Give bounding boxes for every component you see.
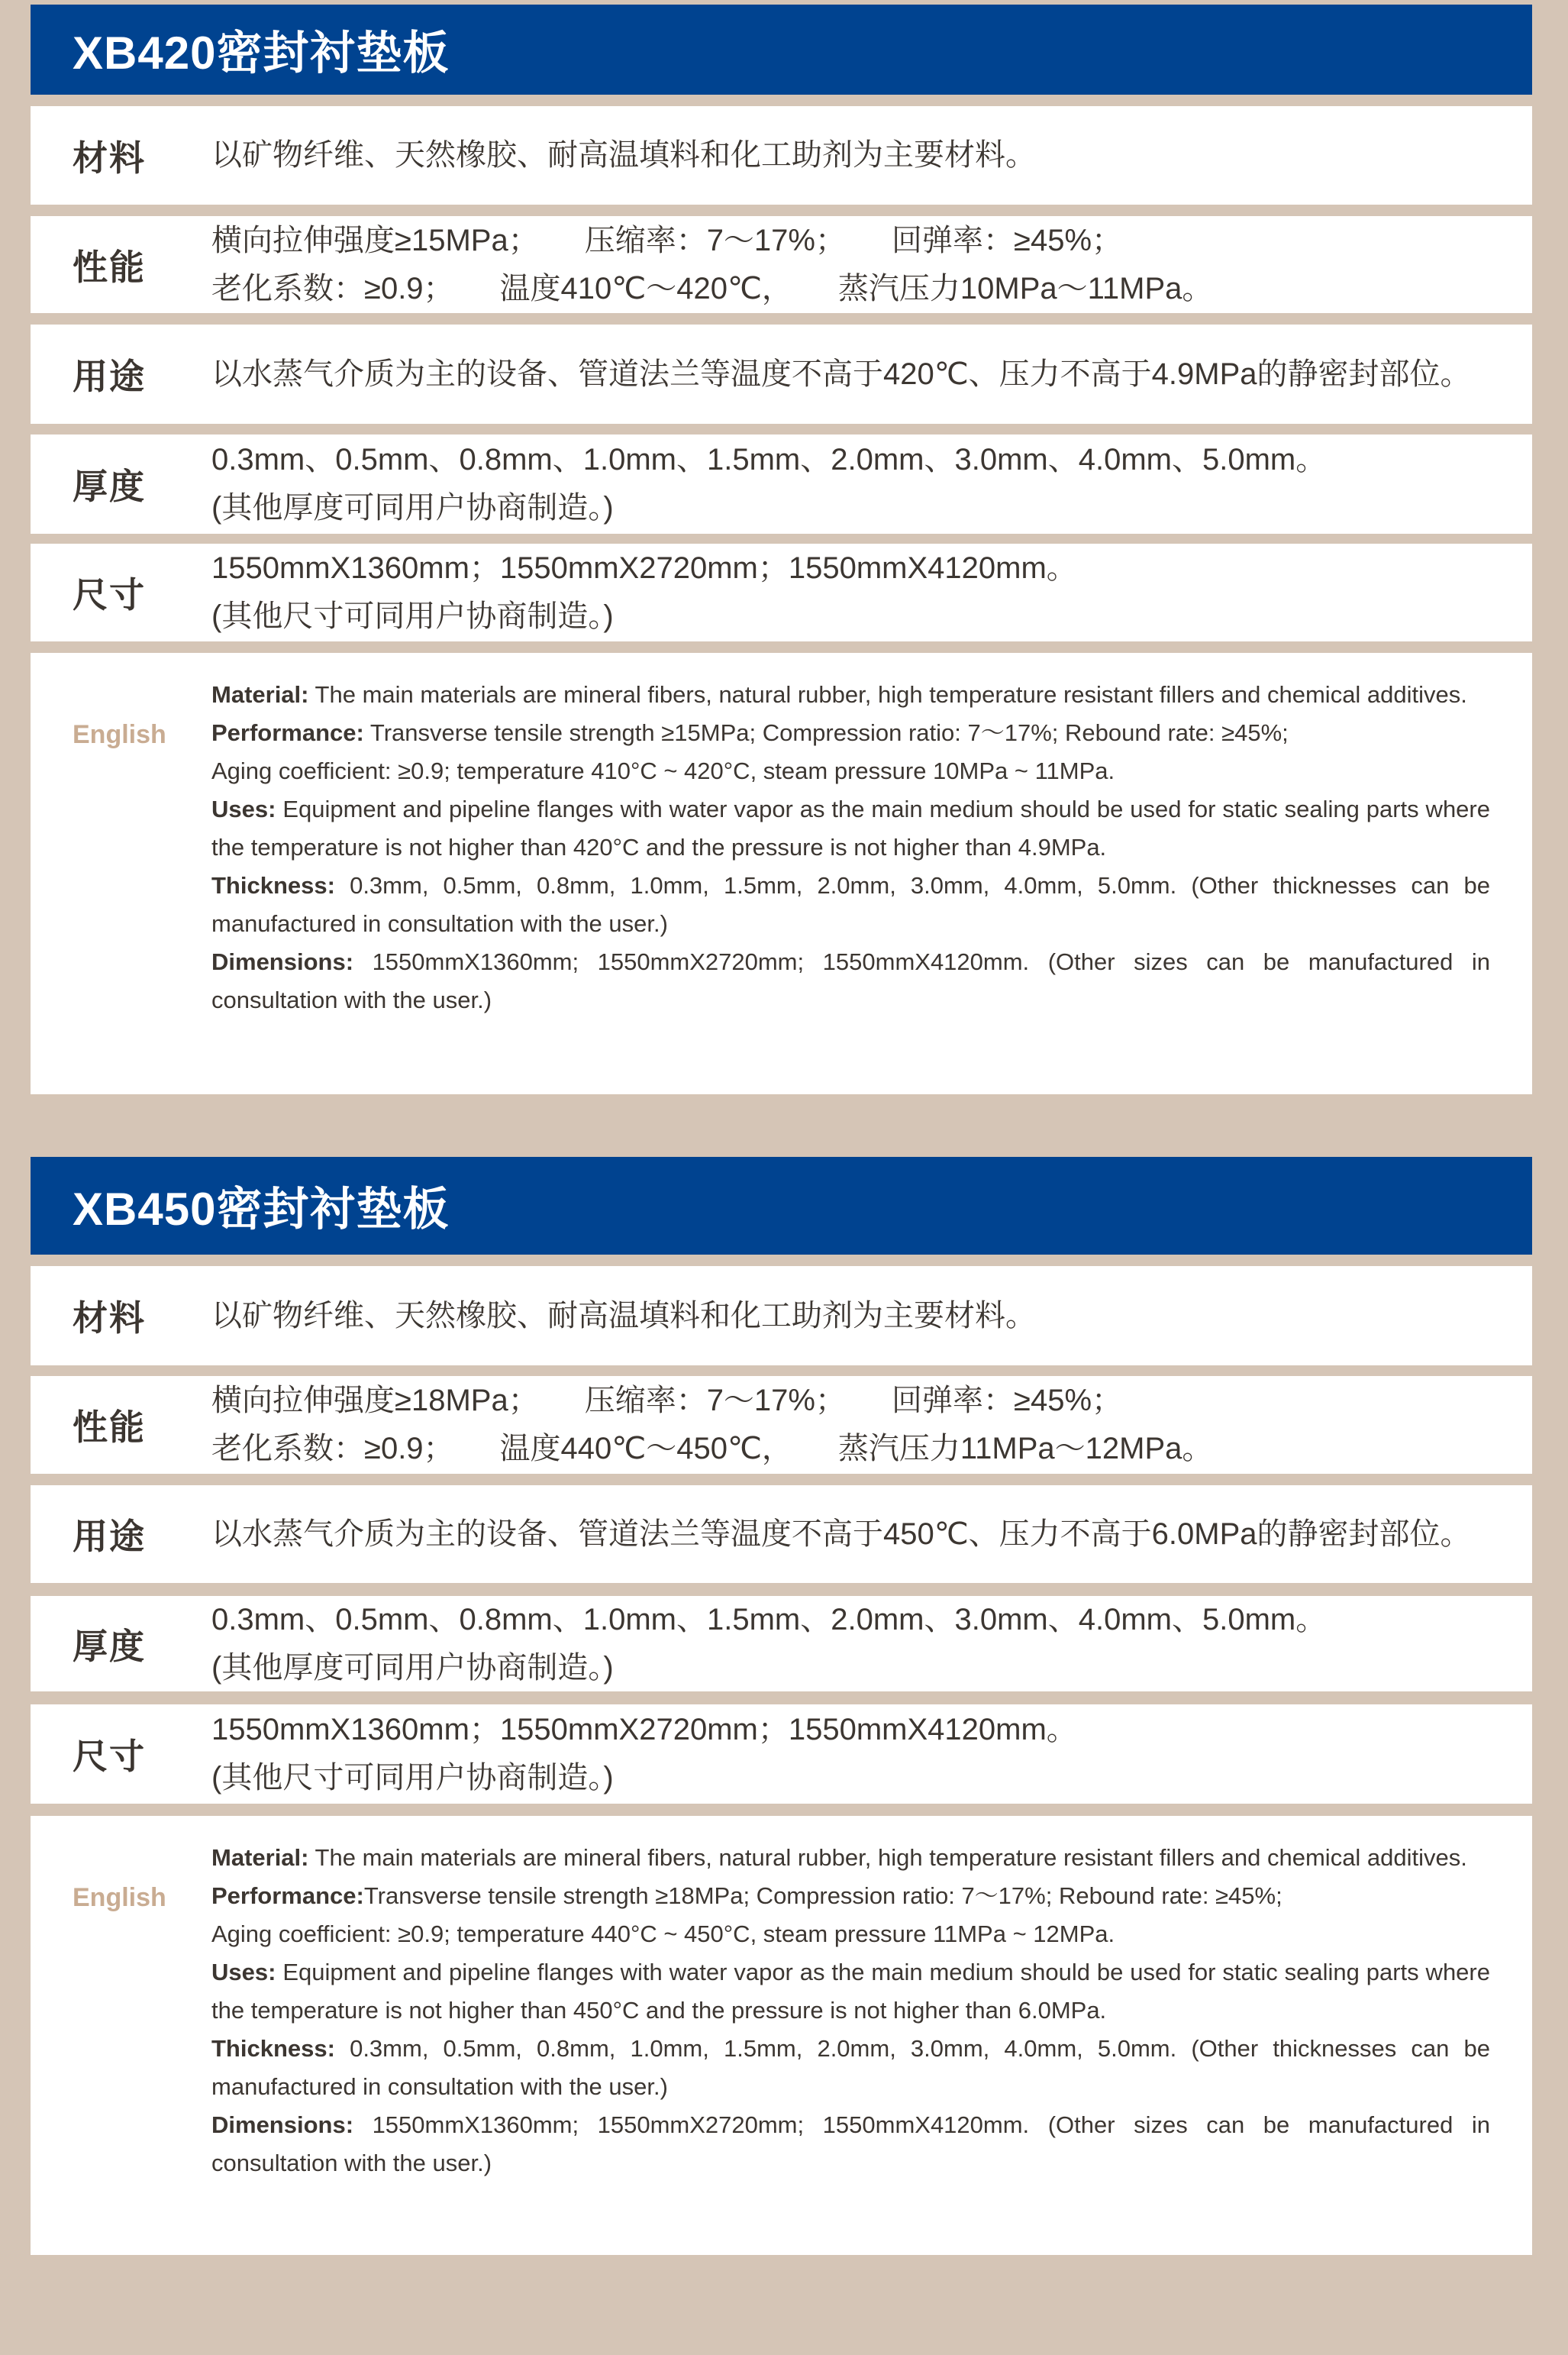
- spec-row-material: [31, 1266, 1532, 1365]
- spec-line: 1550mmX1360mm；1550mmX2720mm；1550mmX4120mm。: [211, 551, 1077, 585]
- english-lead: Thickness:: [211, 872, 335, 899]
- english-content: [211, 1816, 1532, 2255]
- spec-line: (其他尺寸可同用户协商制造。): [211, 599, 614, 633]
- english-paragraph: [211, 714, 1490, 752]
- english-text: 0.3mm, 0.5mm, 0.8mm, 1.0mm, 1.5mm, 2.0mm, 3.0mm, 4.0mm, 5.0mm. (Other thicknesses can be manufactured in consultation with the user.): [211, 2035, 1490, 2100]
- english-text: Equipment and pipeline flanges with water vapor as the main medium should be used for static sealing parts where the temperature is not higher than 450°C and the pressure is not higher than 6.0MPa.: [211, 1959, 1490, 2024]
- english-lead: Material:: [211, 1844, 309, 1871]
- english-lead: Thickness:: [211, 2035, 335, 2062]
- spec-label: 厚度: [73, 1626, 146, 1666]
- spec-label: 性能: [73, 247, 146, 287]
- spec-row-performance: [31, 1376, 1532, 1474]
- english-text: The main materials are mineral fibers, natural rubber, high temperature resistant fillers and chemical additives.: [308, 681, 1467, 708]
- spec-line: 以水蒸气介质为主的设备、管道法兰等温度不高于420℃、压力不高于4.9MPa的静密封部位。: [211, 357, 1471, 391]
- spec-label: 用途: [73, 1517, 146, 1556]
- spec-line: 以矿物纤维、天然橡胶、耐高温填料和化工助剂为主要材料。: [211, 1298, 1036, 1333]
- spec-content: [211, 1706, 1532, 1802]
- english-text: Transverse tensile strength ≥18MPa; Compression ratio: 7～17%; Rebound rate: ≥45%;: [363, 1882, 1282, 1909]
- spec-line: 0.3mm、0.5mm、0.8mm、1.0mm、1.5mm、2.0mm、3.0mm、4.0mm、5.0mm。: [211, 1602, 1327, 1636]
- spec-content: [211, 1596, 1532, 1692]
- spec-row-dimensions: [31, 544, 1532, 641]
- english-paragraph: [211, 1915, 1490, 1953]
- spec-line: 1550mmX1360mm；1550mmX2720mm；1550mmX4120mm。: [211, 1713, 1077, 1746]
- section-title: XB420密封衬垫板: [73, 27, 450, 79]
- spec-row-performance: [31, 216, 1532, 313]
- section-title: XB450密封衬垫板: [73, 1184, 450, 1235]
- english-lead: Performance:: [211, 719, 364, 746]
- spec-line: 横向拉伸强度≥15MPa； 压缩率：7～17%； 回弹率：≥45%；: [211, 223, 1123, 257]
- spec-label: 尺寸: [73, 575, 146, 615]
- spec-line: (其他厚度可同用户协商制造。): [211, 491, 614, 525]
- spec-label: 厚度: [73, 467, 146, 506]
- english-lead: Uses:: [211, 1959, 276, 1985]
- english-paragraph: [211, 752, 1490, 790]
- english-label-column: [31, 653, 211, 1094]
- spec-content: [211, 1377, 1532, 1473]
- spec-row-material: [31, 106, 1532, 205]
- english-label: English: [73, 720, 166, 749]
- english-text: 1550mmX1360mm; 1550mmX2720mm; 1550mmX4120mm. (Other sizes can be manufactured in consultation with the user.): [211, 948, 1490, 1013]
- spec-label: 用途: [73, 357, 146, 396]
- spec-row-dimensions: [31, 1704, 1532, 1804]
- spec-line: 0.3mm、0.5mm、0.8mm、1.0mm、1.5mm、2.0mm、3.0mm、4.0mm、5.0mm。: [211, 443, 1327, 476]
- english-block: [31, 653, 1532, 1094]
- spec-line: 横向拉伸强度≥18MPa； 压缩率：7～17%； 回弹率：≥45%；: [211, 1384, 1123, 1417]
- spec-line: (其他尺寸可同用户协商制造。): [211, 1761, 614, 1795]
- english-paragraph: [211, 943, 1490, 1019]
- english-lead: Dimensions:: [211, 2111, 354, 2138]
- spec-line: (其他厚度可同用户协商制造。): [211, 1650, 614, 1685]
- spec-line: 老化系数：≥0.9； 温度440℃～450℃， 蒸汽压力11MPa～12MPa。: [211, 1432, 1213, 1465]
- spec-content: [211, 217, 1532, 313]
- spec-label: 材料: [73, 137, 146, 178]
- spec-content: [211, 351, 1532, 399]
- english-paragraph: [211, 676, 1490, 714]
- spec-line: 以矿物纤维、天然橡胶、耐高温填料和化工助剂为主要材料。: [211, 138, 1036, 172]
- english-text: Equipment and pipeline flanges with water vapor as the main medium should be used for static sealing parts where the temperature is not higher than 420°C and the pressure is not higher than 4.9MPa.: [211, 796, 1490, 861]
- spec-content: [211, 1292, 1532, 1340]
- english-text: Aging coefficient: ≥0.9; temperature 410°C ~ 420°C, steam pressure 10MPa ~ 11MPa.: [211, 758, 1115, 784]
- english-block: [31, 1816, 1532, 2255]
- section-header: [31, 1157, 1532, 1255]
- spec-row-thickness: [31, 1596, 1532, 1691]
- spec-content: [211, 1510, 1532, 1559]
- spec-label: 性能: [73, 1407, 146, 1447]
- spec-row-uses: [31, 1485, 1532, 1583]
- english-paragraph: [211, 1877, 1490, 1915]
- english-lead: Uses:: [211, 796, 276, 822]
- english-text: Transverse tensile strength ≥15MPa; Compression ratio: 7～17%; Rebound rate: ≥45%;: [363, 719, 1289, 746]
- spec-content: [211, 436, 1532, 532]
- english-lead: Performance:: [211, 1882, 364, 1909]
- english-paragraph: [211, 1839, 1490, 1877]
- spec-row-thickness: [31, 434, 1532, 534]
- english-text: 0.3mm, 0.5mm, 0.8mm, 1.0mm, 1.5mm, 2.0mm, 3.0mm, 4.0mm, 5.0mm. (Other thicknesses can be manufactured in consultation with the user.): [211, 872, 1490, 937]
- spec-label: 尺寸: [73, 1736, 146, 1776]
- spec-row-uses: [31, 325, 1532, 424]
- spec-content: [211, 131, 1532, 179]
- english-label: English: [73, 1883, 166, 1912]
- product-section-xb420: [31, 5, 1532, 1094]
- english-content: [211, 653, 1532, 1094]
- english-paragraph: [211, 2106, 1490, 2182]
- english-paragraph: [211, 790, 1490, 867]
- english-text: Aging coefficient: ≥0.9; temperature 440°C ~ 450°C, steam pressure 11MPa ~ 12MPa.: [211, 1921, 1115, 1947]
- english-lead: Material:: [211, 681, 309, 708]
- english-lead: Dimensions:: [211, 948, 354, 975]
- section-header: [31, 5, 1532, 95]
- spec-line: 以水蒸气介质为主的设备、管道法兰等温度不高于450℃、压力不高于6.0MPa的静密封部位。: [211, 1517, 1471, 1551]
- spec-content: [211, 544, 1532, 641]
- english-paragraph: [211, 2030, 1490, 2106]
- product-section-xb450: [31, 1157, 1532, 2255]
- english-paragraph: [211, 1953, 1490, 2030]
- spec-line: 老化系数：≥0.9； 温度410℃～420℃， 蒸汽压力10MPa～11MPa。: [211, 271, 1213, 305]
- english-text: The main materials are mineral fibers, natural rubber, high temperature resistant fillers and chemical additives.: [308, 1844, 1467, 1871]
- english-label-column: [31, 1816, 211, 2255]
- spec-label: 材料: [73, 1298, 146, 1338]
- english-text: 1550mmX1360mm; 1550mmX2720mm; 1550mmX4120mm. (Other sizes can be manufactured in consultation with the user.): [211, 2111, 1490, 2176]
- english-paragraph: [211, 867, 1490, 943]
